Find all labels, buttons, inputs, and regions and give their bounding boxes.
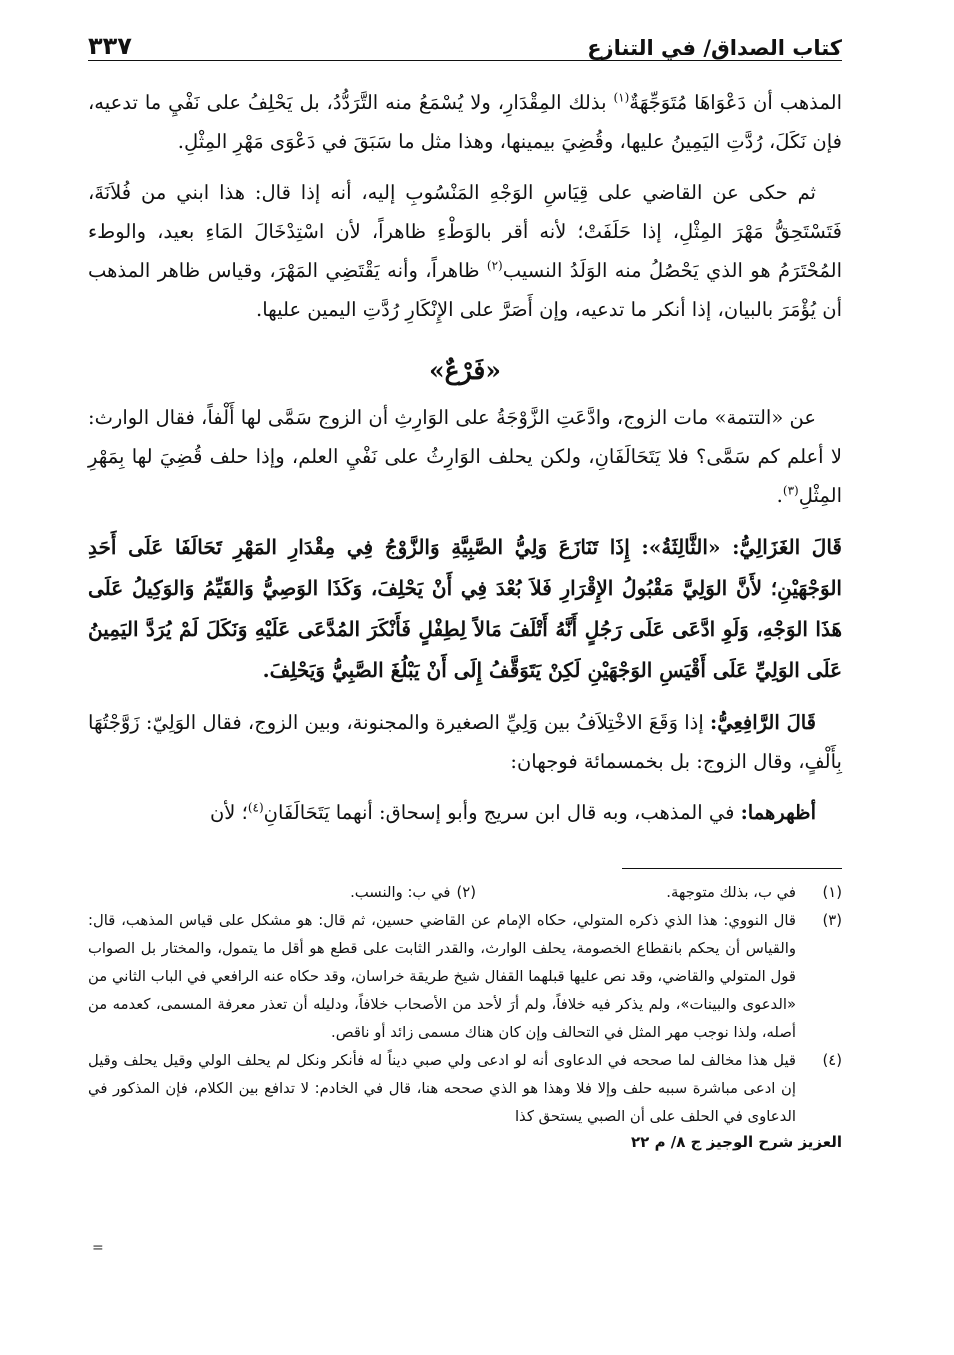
paragraph-1 bbox=[88, 83, 842, 161]
footnote-1-2 bbox=[88, 879, 842, 907]
paragraph-5 bbox=[88, 703, 842, 781]
footnote-text: قال النووي: هذا الذي ذكره المتولي، حكاه الإمام عن القاضي حسين، ثم قال: هو مشكل على قياس المذهب، قال: والقياس أن يحكم بانقطاع الخصومة، يحلف الوارث، والقدر الثابت على قطع هو أقل ما يتمول، والمختار بل الصواب قول المتولي والقاضي، وقد نص عليها قبلهما القفال شيخ طريقة خراسان، وقد حكاه عنه الرافعي في الباب الثاني من «الدعوى والبينات»، ولم يذكر فيه خلافاً، ولم أرَ لأحد من الأصحاب خلافاً، ودليله أن تعذر معرفة المسمى، كعدمه من أصله، ولذا نوجب مهر المثل في التحالف وإن كان هناك مسمى زائد أو ناقص. bbox=[88, 912, 796, 1041]
paragraph-3-text: عن «التتمة» مات الزوج، وادَّعَتِ الزَّوْجَةُ على الوَارِثِ أن الزوج سَمَّى لها أَلْفاً، فقال الوارث: لا أعلم كم سَمَّى؟ فلا يَتَحَالَفَانِ، ولكن يحلف الوَارِثُ على نَفْيِ العلم، وإذا حلف قُضِيَ لها بِمَهْرِ المِثْلِ bbox=[88, 406, 842, 507]
paragraph-1-text-cont: بذلك المِقْدَارِ، ولا يُسْمَعُ منه التَّرَدُّدُ، بل يَحْلِفُ على نَفْيِ ما تدعيه، فإن نَكَلَ، رُدَّتِ اليَمِينُ عليها، وقُضِيَ بيمينها، وهذا مثل ما سَبَقَ في دَعْوَى مَهْرِ المِثْلِ. bbox=[88, 91, 842, 153]
page-number: ٣٣٧ bbox=[88, 32, 132, 60]
azharhuma-label: أظهرهما: bbox=[740, 801, 816, 824]
section-heading: «فَرْعٌ» bbox=[429, 356, 501, 385]
paragraph-6-text: في المذهب، وبه قال ابن سريج وأبو إسحاق: أنهما يَتَحَالَفَانِ bbox=[263, 801, 741, 824]
footnote-number: (٣) bbox=[822, 912, 842, 929]
paragraph-3 bbox=[88, 398, 842, 515]
main-text bbox=[88, 83, 842, 832]
ghazali-text: قَالَ الغَزَالِيُّ: «الثَّالِثَةُ»: إِذَا تَنَازَعَ وَلِيُّ الصَّبِيَّةِ وَالزَّوْجُ فِي مِقْدَارِ المَهْرِ تَحَالَفَا عَلَى أَحَدِ الوَجْهَيْنِ؛ لأَنَّ الوَلِيَّ مَقْبُولُ الإِقْرَارِ فَلاَ بُعْدَ فِي أَنْ يَحْلِفَ، وَكَذَا الوَصِيُّ وَالقَيِّمُ وَالوَكِيلُ عَلَى هَذَا الوَجْهِ، وَلَوِ ادَّعَى عَلَى رَجُلٍ أَنَّهُ أَتْلَفَ مَالاً لِطِفْلٍ فَأَنْكَرَ المُدَّعَى عَلَيْهِ وَنَكَلَ لَمْ يُرَدَّ اليَمِينُ عَلَى الوَلِيِّ عَلَى أَقْيَسِ الوَجْهَيْنِ لَكِنْ يَتَوَقَّفُ إِلَى أَنْ يَبْلُغَ الصَّبِيُّ وَيَحْلِفَ. bbox=[88, 535, 842, 682]
footnote-pair bbox=[88, 879, 796, 907]
paragraph-2-text-cont: ظاهراً، وأنه يَقْتَضِي المَهْرَ، وقياس ظاهر المذهب أن يُؤْمَرَ بالبيان، إذا أنكر ما تدعيه، وإن أَصَرَّ على الإِنْكَارِ رُدَّتِ اليمين عليها. bbox=[88, 259, 842, 321]
paragraph-2 bbox=[88, 173, 842, 329]
printer-signature: العزيز شرح الوجيز ج ٨/ م ٢٢ bbox=[631, 1133, 842, 1151]
footnote-3 bbox=[88, 907, 842, 1047]
paragraph-6-text-cont: ؛ لأن bbox=[209, 801, 248, 824]
paragraph-1-text: المذهب أن دَعْوَاهَا مُتَوَجِّهَةٌ bbox=[629, 91, 842, 114]
footnote-text: قيل هذا مخالف لما صححه في الدعاوى أنه لو ادعى ولي صبي ديناً له فأنكر ونكل لم يحلف الولي وقيل يحلف وقيل إن ادعى مباشرة سببه حلف وإلا فلا وهذا هو الذي صححه هنا، قال في الخادم: لا تدافع بين الكلام، فإن المذكور في الدعاوى في الحلف على أن الصبي يستحق كذا bbox=[88, 1052, 796, 1125]
footnote-ref-2: (٢) bbox=[486, 258, 503, 273]
footnote-separator bbox=[622, 868, 842, 869]
footnote-text: في ب، بذلك متوجهة. bbox=[666, 884, 796, 901]
paragraph-6 bbox=[88, 793, 842, 832]
margin-mark: = bbox=[92, 1240, 104, 1256]
paragraph-3-text-cont: . bbox=[776, 484, 783, 507]
footnote-ref-1: (١) bbox=[613, 90, 630, 105]
footnotes bbox=[88, 879, 842, 1131]
running-header bbox=[88, 26, 842, 61]
paragraph-5-text: إذا وَقَعَ الاخْتِلاَفُ بين وَلِيِّ الصغيرة والمجنونة، وبين الزوج، فقال الوَلِيّ: زَوَّجْتُهَا بِأَلْفٍ، وقال الزوج: بل بخمسمائة فوجهان: bbox=[88, 711, 842, 773]
footnote-ref-3: (٣) bbox=[782, 483, 799, 498]
footnote-4 bbox=[88, 1047, 842, 1131]
chapter-title: كتاب الصداق/ في التنازع bbox=[587, 36, 842, 60]
footnote-ref-4: (٤) bbox=[247, 800, 264, 815]
footnote-number: (٤) bbox=[822, 1052, 842, 1069]
footnote-number: (١) bbox=[822, 884, 842, 901]
paragraph-2-text: ثم حكى عن القاضي على قِيَاسِ الوَجْهِ المَنْسُوبِ إليه، أنه إذا قال: هذا ابني من فُلاَنَةَ، فَتَسْتَحِقُّ مَهْرَ المِثْلِ، إذا حَلَفَتْ؛ لأنه أقر بالوَطْءِ ظاهراً، لأن اسْتِدْخَالَ المَاءِ بعيد، والوطء المُحْتَرَمُ هو الذي يَحْصُلُ منه الوَلَدُ النسيب bbox=[88, 181, 842, 282]
rafii-label: قَالَ الرَّافِعِيُّ: bbox=[710, 711, 817, 734]
footnote-number: (٢) bbox=[456, 884, 476, 901]
footnote-text: في ب: والنسب. bbox=[350, 884, 451, 901]
